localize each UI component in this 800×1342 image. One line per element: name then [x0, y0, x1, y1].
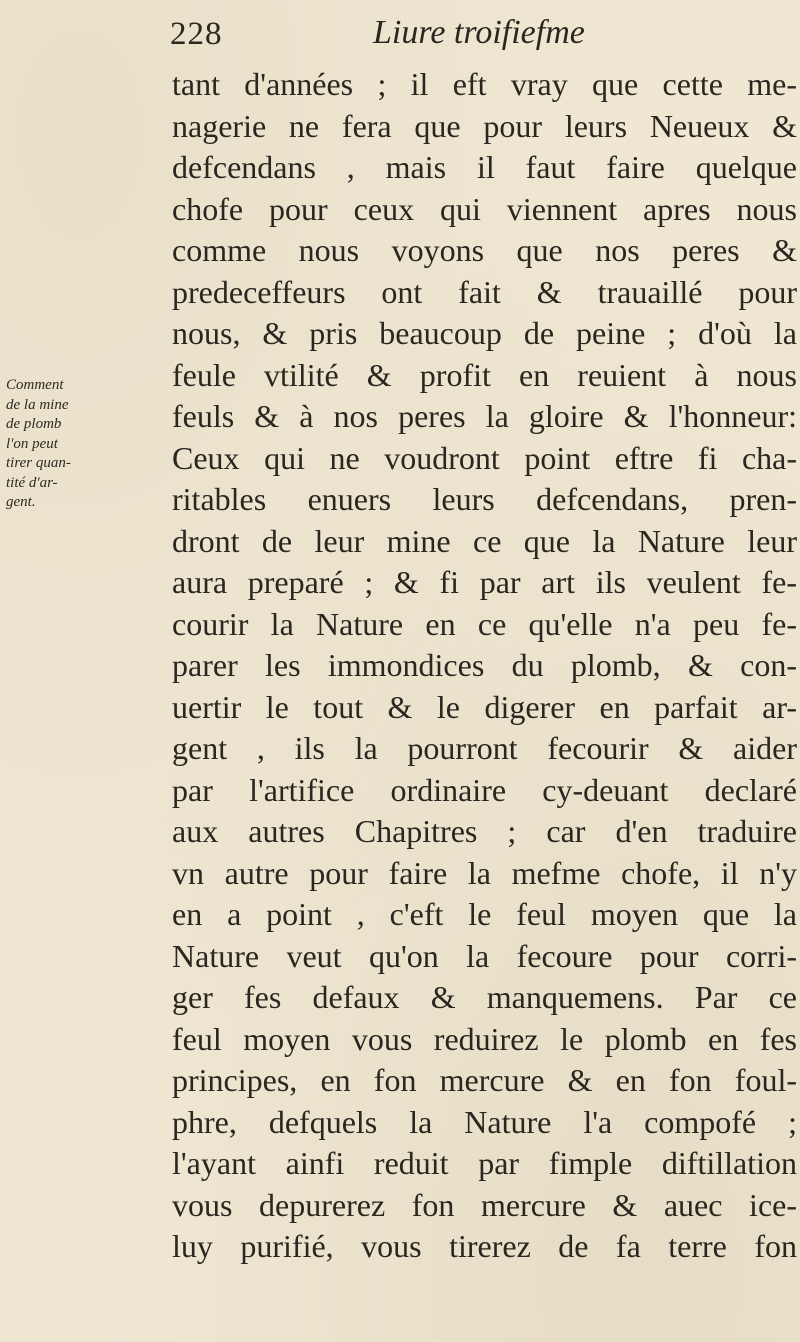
text-line: vn autre pour faire la mefme chofe, il n'y — [172, 854, 797, 891]
text-line: comme nous voyons que nos peres & — [172, 232, 797, 268]
text-line: uertir le tout & le digerer en parfait ar- — [172, 688, 797, 725]
margin-note-line: tité d'ar- — [6, 474, 58, 491]
text-line: en a point , c'eft le feul moyen que la — [172, 896, 797, 932]
text-line: chofe pour ceux qui viennent apres nous — [172, 190, 797, 227]
text-line: aux autres Chapitres ; car d'en traduire — [172, 813, 797, 849]
text-line: feule vtilité & profit en reuient à nous — [172, 356, 797, 393]
text-line: feul moyen vous reduirez le plomb en fes — [172, 1020, 797, 1057]
text-line: nous, & pris beaucoup de peine ; d'où la — [172, 315, 797, 351]
margin-note-line: de la mine — [6, 396, 69, 413]
text-line: courir la Nature en ce qu'elle n'a peu fe- — [172, 605, 797, 642]
body-text — [172, 64, 797, 1268]
text-line: Ceux qui ne voudront point eftre fi cha- — [172, 439, 797, 476]
text-line: tant d'années ; il eft vray que cette me- — [172, 66, 797, 102]
text-line: dront de leur mine ce que la Nature leur — [172, 522, 797, 559]
margin-note-line: Comment — [6, 377, 64, 393]
text-line: defcendans , mais il faut faire quelque — [172, 149, 797, 185]
text-line: feuls & à nos peres la gloire & l'honneur: — [172, 398, 797, 434]
margin-note-line: de plomb — [6, 416, 62, 432]
page-number: 228 — [170, 16, 223, 52]
text-line: l'ayant ainfi reduit par fimple diftillation — [172, 1145, 797, 1181]
running-title: Liure troifiefme — [373, 14, 585, 51]
text-line: ger fes defaux & manquemens. Par ce — [172, 979, 797, 1015]
margin-note-line: gent. — [6, 494, 36, 510]
text-line: phre, defquels la Nature l'a compofé ; — [172, 1103, 797, 1140]
text-line: aura preparé ; & fi par art ils veulent fe- — [172, 564, 797, 600]
text-line: Nature veut qu'on la fecoure pour corri- — [172, 937, 797, 974]
text-line: vous depurerez fon mercure & auec ice- — [172, 1186, 797, 1223]
page-header — [170, 6, 670, 54]
text-line: ritables enuers leurs defcendans, pren- — [172, 481, 797, 517]
text-line: nagerie ne fera que pour leurs Neueux & — [172, 107, 797, 144]
text-line: par l'artifice ordinaire cy-deuant declaré — [172, 771, 797, 808]
margin-note-line: l'on peut — [6, 435, 58, 452]
marginal-note — [6, 376, 156, 513]
margin-note-line: tirer quan- — [6, 455, 71, 471]
text-line: gent , ils la pourront fecourir & aider — [172, 730, 797, 766]
text-line: parer les immondices du plomb, & con- — [172, 647, 797, 683]
text-line: principes, en fon mercure & en fon foul- — [172, 1062, 797, 1098]
text-line: luy purifié, vous tirerez de fa terre fon — [172, 1228, 797, 1264]
text-line: predeceffeurs ont fait & trauaillé pour — [172, 273, 797, 310]
